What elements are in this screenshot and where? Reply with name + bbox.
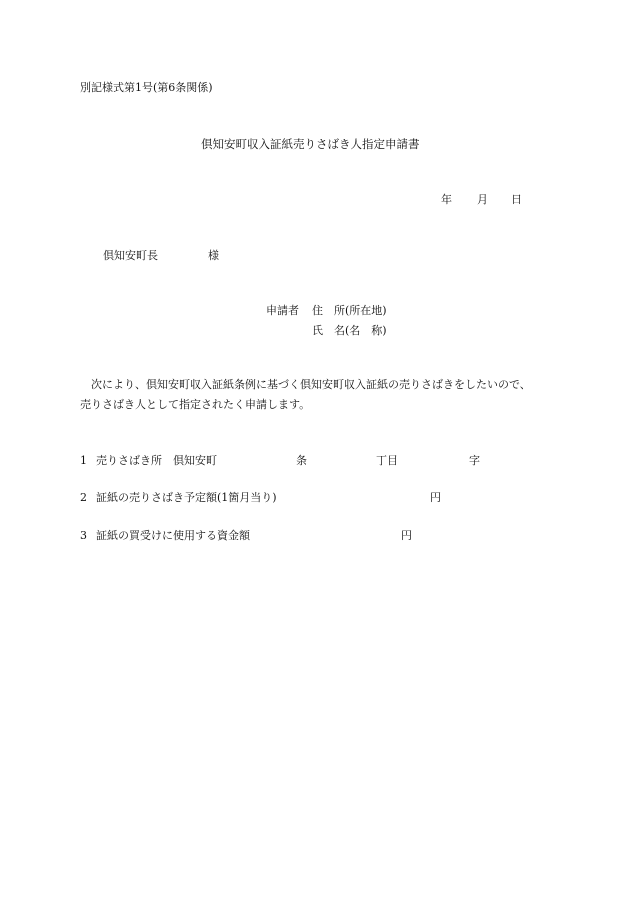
addressee-name: 倶知安町長 [103, 249, 158, 262]
item-3-number: 3 [80, 529, 87, 542]
date-year-label: 年 [441, 193, 452, 206]
document-title: 倶知安町収入証紙売りさばき人指定申請書 [201, 137, 420, 151]
item-3-label: 証紙の買受けに使用する資金額 [96, 529, 250, 542]
date-day-label: 日 [511, 193, 522, 206]
body-line-2: 売りさばき人として指定されたく申請します。 [80, 398, 311, 411]
item-1-jo: 条 [296, 454, 307, 467]
applicant-label: 申請者 [266, 304, 299, 317]
item-1-chome: 丁目 [376, 454, 398, 467]
item-2-label: 証紙の売りさばき予定額(1箇月当り) [96, 491, 277, 504]
item-1-aza: 字 [469, 454, 480, 467]
date-month-label: 月 [477, 193, 488, 206]
item-2-unit: 円 [430, 491, 441, 504]
item-1-number: 1 [80, 454, 87, 467]
form-number: 別記様式第1号(第6条関係) [80, 81, 213, 94]
item-3-unit: 円 [401, 529, 412, 542]
body-line-1: 次により、倶知安町収入証紙条例に基づく倶知安町収入証紙の売りさばきをしたいので、 [91, 378, 531, 391]
applicant-address-label: 住 所(所在地) [312, 304, 387, 317]
addressee-honorific: 様 [208, 249, 219, 262]
item-1-label: 売りさばき所 倶知安町 [96, 454, 217, 467]
item-2-number: 2 [80, 491, 87, 504]
applicant-name-label: 氏 名(名 称) [312, 324, 387, 337]
